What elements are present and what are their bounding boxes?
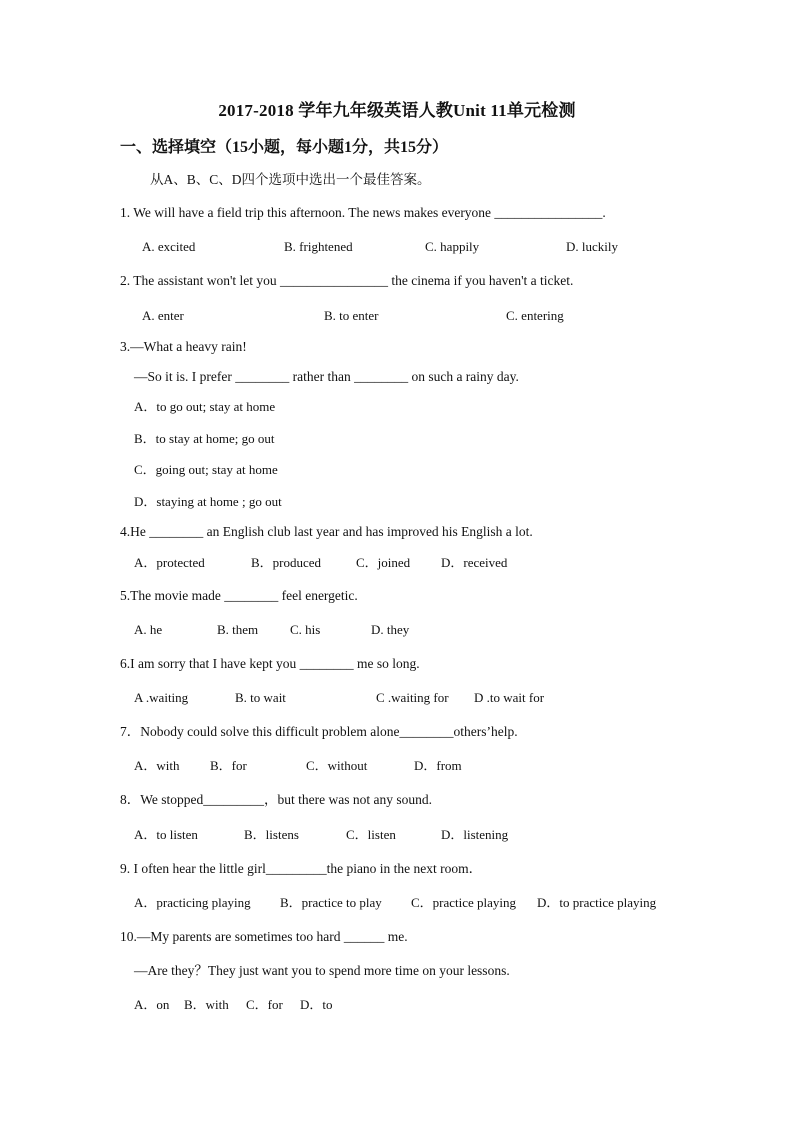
- question-10-stem-line-1: 10.—My parents are sometimes too hard ______ me.: [120, 929, 408, 944]
- question-7-option-d: D．from: [414, 758, 462, 773]
- question-8-option-c: C．listen: [346, 827, 396, 842]
- question-3-option-b: B．to stay at home; go out: [134, 431, 275, 446]
- question-3-option-d: D．staying at home ; go out: [134, 494, 282, 509]
- question-6-option-d: D .to wait for: [474, 690, 545, 705]
- question-10-option-c: C．for: [246, 997, 283, 1012]
- question-7-option-c: C．without: [306, 758, 368, 773]
- section-heading: 一、选择填空（15小题，每小题1分，共15分）: [120, 139, 449, 156]
- question-6-stem: 6.I am sorry that I have kept you ________ me so long.: [120, 656, 420, 671]
- question-1-option-b: B. frightened: [284, 239, 353, 254]
- question-3-option-c: C．going out; stay at home: [134, 462, 278, 477]
- question-8-option-a: A．to listen: [134, 827, 198, 842]
- question-6-option-b: B. to wait: [235, 690, 286, 705]
- question-4-option-b: B．produced: [251, 555, 322, 570]
- question-4-stem: 4.He ________ an English club last year and has improved his English a lot.: [120, 524, 533, 539]
- question-10-option-b: B．with: [184, 997, 229, 1012]
- question-9-option-d: D．to practice playing: [537, 895, 657, 910]
- question-5-option-b: B. them: [217, 622, 259, 637]
- instruction-text: 从A、B、C、D四个选项中选出一个最佳答案。: [150, 172, 431, 187]
- question-9-option-a: A．practicing playing: [134, 895, 251, 910]
- question-10-option-a: A．on: [134, 997, 170, 1012]
- question-2-option-a: A. enter: [142, 308, 184, 323]
- question-3-stem-line-1: 3.—What a heavy rain!: [120, 339, 247, 354]
- question-6-option-a: A .waiting: [134, 690, 189, 705]
- question-7-option-b: B．for: [210, 758, 247, 773]
- question-8-stem: 8．We stopped_________，but there was not any sound.: [120, 792, 432, 807]
- question-4-option-a: A．protected: [134, 555, 205, 570]
- question-9-option-c: C．practice playing: [411, 895, 517, 910]
- document-title: 2017-2018 学年九年级英语人教Unit 11单元检测: [218, 101, 576, 120]
- question-1-option-a: A. excited: [142, 239, 196, 254]
- question-9-option-b: B．practice to play: [280, 895, 382, 910]
- question-10-option-d: D．to: [300, 997, 333, 1012]
- question-10-stem-line-2: —Are they？They just want you to spend more time on your lessons.: [134, 963, 510, 978]
- question-1-option-d: D. luckily: [566, 239, 618, 254]
- question-5-stem: 5.The movie made ________ feel energetic.: [120, 588, 358, 603]
- question-7-stem: 7．Nobody could solve this difficult problem alone________others’help.: [120, 724, 518, 739]
- question-7-option-a: A．with: [134, 758, 180, 773]
- question-1-option-c: C. happily: [425, 239, 480, 254]
- question-8-option-d: D．listening: [441, 827, 509, 842]
- question-4-option-d: D．received: [441, 555, 508, 570]
- question-5-option-d: D. they: [371, 622, 410, 637]
- question-2-stem: 2. The assistant won't let you ________________ the cinema if you haven't a ticket.: [120, 273, 574, 288]
- question-4-option-c: C．joined: [356, 555, 411, 570]
- question-2-option-b: B. to enter: [324, 308, 379, 323]
- question-5-option-c: C. his: [290, 622, 321, 637]
- question-2-option-c: C. entering: [506, 308, 564, 323]
- question-3-option-a: A．to go out; stay at home: [134, 399, 276, 414]
- question-3-stem-line-2: —So it is. I prefer ________ rather than ________ on such a rainy day.: [134, 369, 519, 384]
- question-6-option-c: C .waiting for: [376, 690, 449, 705]
- question-1-stem: 1. We will have a field trip this afternoon. The news makes everyone ________________.: [120, 205, 606, 220]
- question-5-option-a: A. he: [134, 622, 163, 637]
- question-9-stem: 9. I often hear the little girl_________the piano in the next room．: [120, 861, 483, 876]
- question-8-option-b: B．listens: [244, 827, 299, 842]
